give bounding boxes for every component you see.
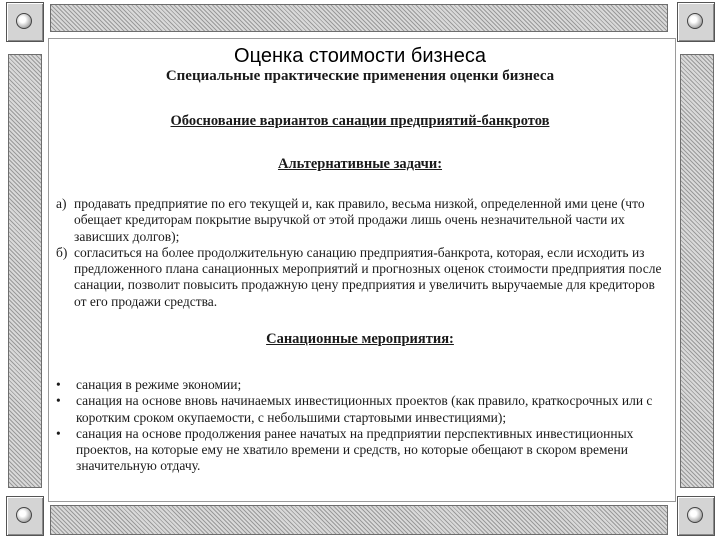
list-item xyxy=(56,196,666,245)
bullet-icon: • xyxy=(56,393,61,409)
list-item-text: санация в режиме экономии; xyxy=(76,377,242,392)
corner-button-icon xyxy=(6,2,44,42)
corner-button-icon xyxy=(677,496,715,536)
list-item xyxy=(56,426,666,475)
list-item xyxy=(56,377,666,393)
list-item-text: санация на основе вновь начинаемых инвестиционных проектов (как правило, краткосрочных или с коротким сроком окупаемости, с небольшими стартовыми инвестициями); xyxy=(76,393,653,425)
slide-title: Оценка стоимости бизнеса xyxy=(234,45,486,67)
list-item xyxy=(56,245,666,310)
section-heading-sanation: Обоснование вариантов санации предприятий-банкротов xyxy=(170,113,550,129)
corner-button-icon xyxy=(677,2,715,42)
bullet-icon: • xyxy=(56,425,61,441)
list-item-text: продавать предприятие по его текущей и, как правило, весьма низкой, определенной ими цене (что обещает кредиторам покрытие выручкой от этой продажи лишь очень незначительной части их зависших долгов); xyxy=(74,196,645,244)
measures-list xyxy=(56,377,666,475)
section-heading-measures: Санационные мероприятия: xyxy=(266,331,454,347)
corner-button-icon xyxy=(6,496,44,536)
list-item-text: санация на основе продолжения ранее начатых на предприятии перспективных инвестиционных проектов, на которые ему не хватило времени и средств, но которые обещают в скором времени значительную отдачу. xyxy=(76,425,634,474)
alternatives-list xyxy=(56,196,666,310)
slide-subtitle: Специальные практические применения оценки бизнеса xyxy=(165,68,555,84)
section-heading-alternatives: Альтернативные задачи: xyxy=(277,156,443,172)
list-marker: а) xyxy=(56,196,67,211)
frame-bottom-band xyxy=(50,505,668,535)
list-item xyxy=(56,393,666,426)
frame-top-band xyxy=(50,4,668,32)
bullet-icon: • xyxy=(56,377,61,392)
list-item-text: согласиться на более продолжительную санацию предприятия-банкрота, которая, если исходить из предложенного плана санационных мероприятий и прогнозных оценок стоимости предприятия после санации, позволит повысить продажную цену предприятия и увеличить выручаемые для кредиторов от его продажи средства. xyxy=(74,244,662,309)
list-marker: б) xyxy=(56,244,68,260)
